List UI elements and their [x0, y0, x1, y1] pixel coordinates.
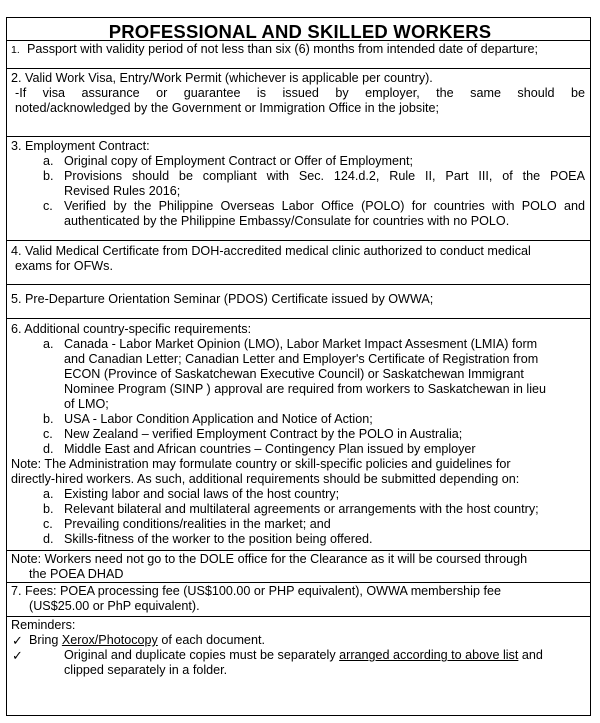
reminders [7, 616, 591, 714]
section-7-line1: 7. Fees: POEA processing fee (US$100.00 or PHP equivalent), OWWA membership fee [11, 584, 501, 598]
item-text: Skills-fitness of the worker to the position being offered. [64, 532, 373, 546]
reminder-1 [29, 633, 265, 648]
item-letter: a. [43, 337, 54, 351]
item-text: Provisions should be compliant with Sec. 124.d.2, Rule II, Part III, of the POEA [64, 169, 585, 183]
section-6-note-line2: directly-hired workers. As such, additional requirements should be submitted depending on: [11, 472, 520, 486]
item-text: Nominee Program (SINP ) approval are required from workers to Saskatchewan in lieu [64, 382, 547, 396]
reminder-2 [64, 648, 543, 663]
section-2-line1: 2. Valid Work Visa, Entry/Work Permit (whichever is applicable per country). [11, 71, 433, 85]
item-text: Canada - Labor Market Opinion (LMO), Labor Market Impact Assesment (LMIA) form [64, 337, 538, 351]
item-text: New Zealand – verified Employment Contract by the POLO in Australia; [64, 427, 463, 441]
item-letter: d. [43, 532, 54, 546]
section-3 [7, 136, 591, 240]
reminder-2-line2: clipped separately in a folder. [64, 663, 228, 677]
check-icon: ✓ [12, 633, 23, 648]
section-6-note-line1: Note: The Administration may formulate country or skill-specific policies and guidelines for [11, 457, 511, 471]
section-1 [7, 40, 591, 68]
section-1-text: Passport with validity period of not less than six (6) months from intended date of departure; [27, 42, 539, 56]
item-text: Verified by the Philippine Overseas Labor Office (POLO) for countries with POLO and [64, 199, 585, 213]
item-letter: d. [43, 442, 54, 456]
dole-note [7, 550, 591, 582]
item-letter: c. [43, 199, 53, 213]
item-number: 1. [11, 44, 20, 56]
item-letter: a. [43, 154, 54, 168]
check-icon: ✓ [12, 648, 23, 663]
item-text: Revised Rules 2016; [64, 184, 181, 198]
item-letter: c. [43, 427, 53, 441]
reminder-2-emphasis: arranged according to above list [339, 648, 519, 662]
reminder-2-text: Original and duplicate copies must be separately [64, 648, 340, 662]
reminder-1-emphasis: Xerox/Photocopy [61, 633, 158, 647]
section-4-line1: 4. Valid Medical Certificate from DOH-accredited medical clinic authorized to conduct medical [11, 244, 531, 258]
section-7-line2: (US$25.00 or PhP equivalent). [29, 599, 200, 613]
reminder-2-text-end: and [518, 648, 543, 662]
item-text: of LMO; [64, 397, 109, 411]
item-text: USA - Labor Condition Application and Notice of Action; [64, 412, 373, 426]
item-letter: c. [43, 517, 53, 531]
item-text: Prevailing conditions/realities in the market; and [64, 517, 331, 531]
item-text: and Canadian Letter; Canadian Letter and Employer's Certificate of Registration from [64, 352, 539, 366]
page-title: PROFESSIONAL AND SKILLED WORKERS [108, 21, 492, 42]
section-5 [7, 284, 591, 318]
section-2-line3: noted/acknowledged by the Government or Immigration Office in the jobsite; [15, 101, 439, 115]
item-text: authenticated by the Philippine Embassy/Consulate for countries with no POLO. [64, 214, 510, 228]
item-text: Original copy of Employment Contract or Offer of Employment; [64, 154, 414, 168]
item-text: Relevant bilateral and multilateral agreements or arrangements with the host country; [64, 502, 539, 516]
section-3-heading: 3. Employment Contract: [11, 139, 150, 153]
reminder-1-text-end: of each document. [157, 633, 265, 647]
item-text: Existing labor and social laws of the host country; [64, 487, 340, 501]
reminder-1-text: Bring [29, 633, 62, 647]
section-4 [7, 240, 591, 284]
item-letter: b. [43, 412, 54, 426]
section-4-line2: exams for OFWs. [15, 259, 113, 273]
item-letter: b. [43, 502, 54, 516]
dole-note-line1: Note: Workers need not go to the DOLE office for the Clearance as it will be coursed through [11, 552, 528, 566]
item-letter: a. [43, 487, 54, 501]
section-7 [7, 582, 591, 616]
item-text: ECON (Province of Saskatchewan Executive Council) or Saskatchewan Immigrant [64, 367, 524, 381]
section-2 [7, 68, 591, 136]
item-letter: b. [43, 169, 54, 183]
section-6 [7, 318, 591, 550]
dole-note-line2: the POEA DHAD [29, 567, 124, 581]
section-2-line2: -If visa assurance or guarantee is issued by employer, the same should be [15, 86, 585, 100]
item-text: Middle East and African countries – Contingency Plan issued by employer [64, 442, 476, 456]
section-5-line1: 5. Pre-Departure Orientation Seminar (PDOS) Certificate issued by OWWA; [11, 292, 434, 306]
section-6-heading: 6. Additional country-specific requirements: [11, 322, 252, 336]
reminders-heading: Reminders: [11, 618, 76, 632]
